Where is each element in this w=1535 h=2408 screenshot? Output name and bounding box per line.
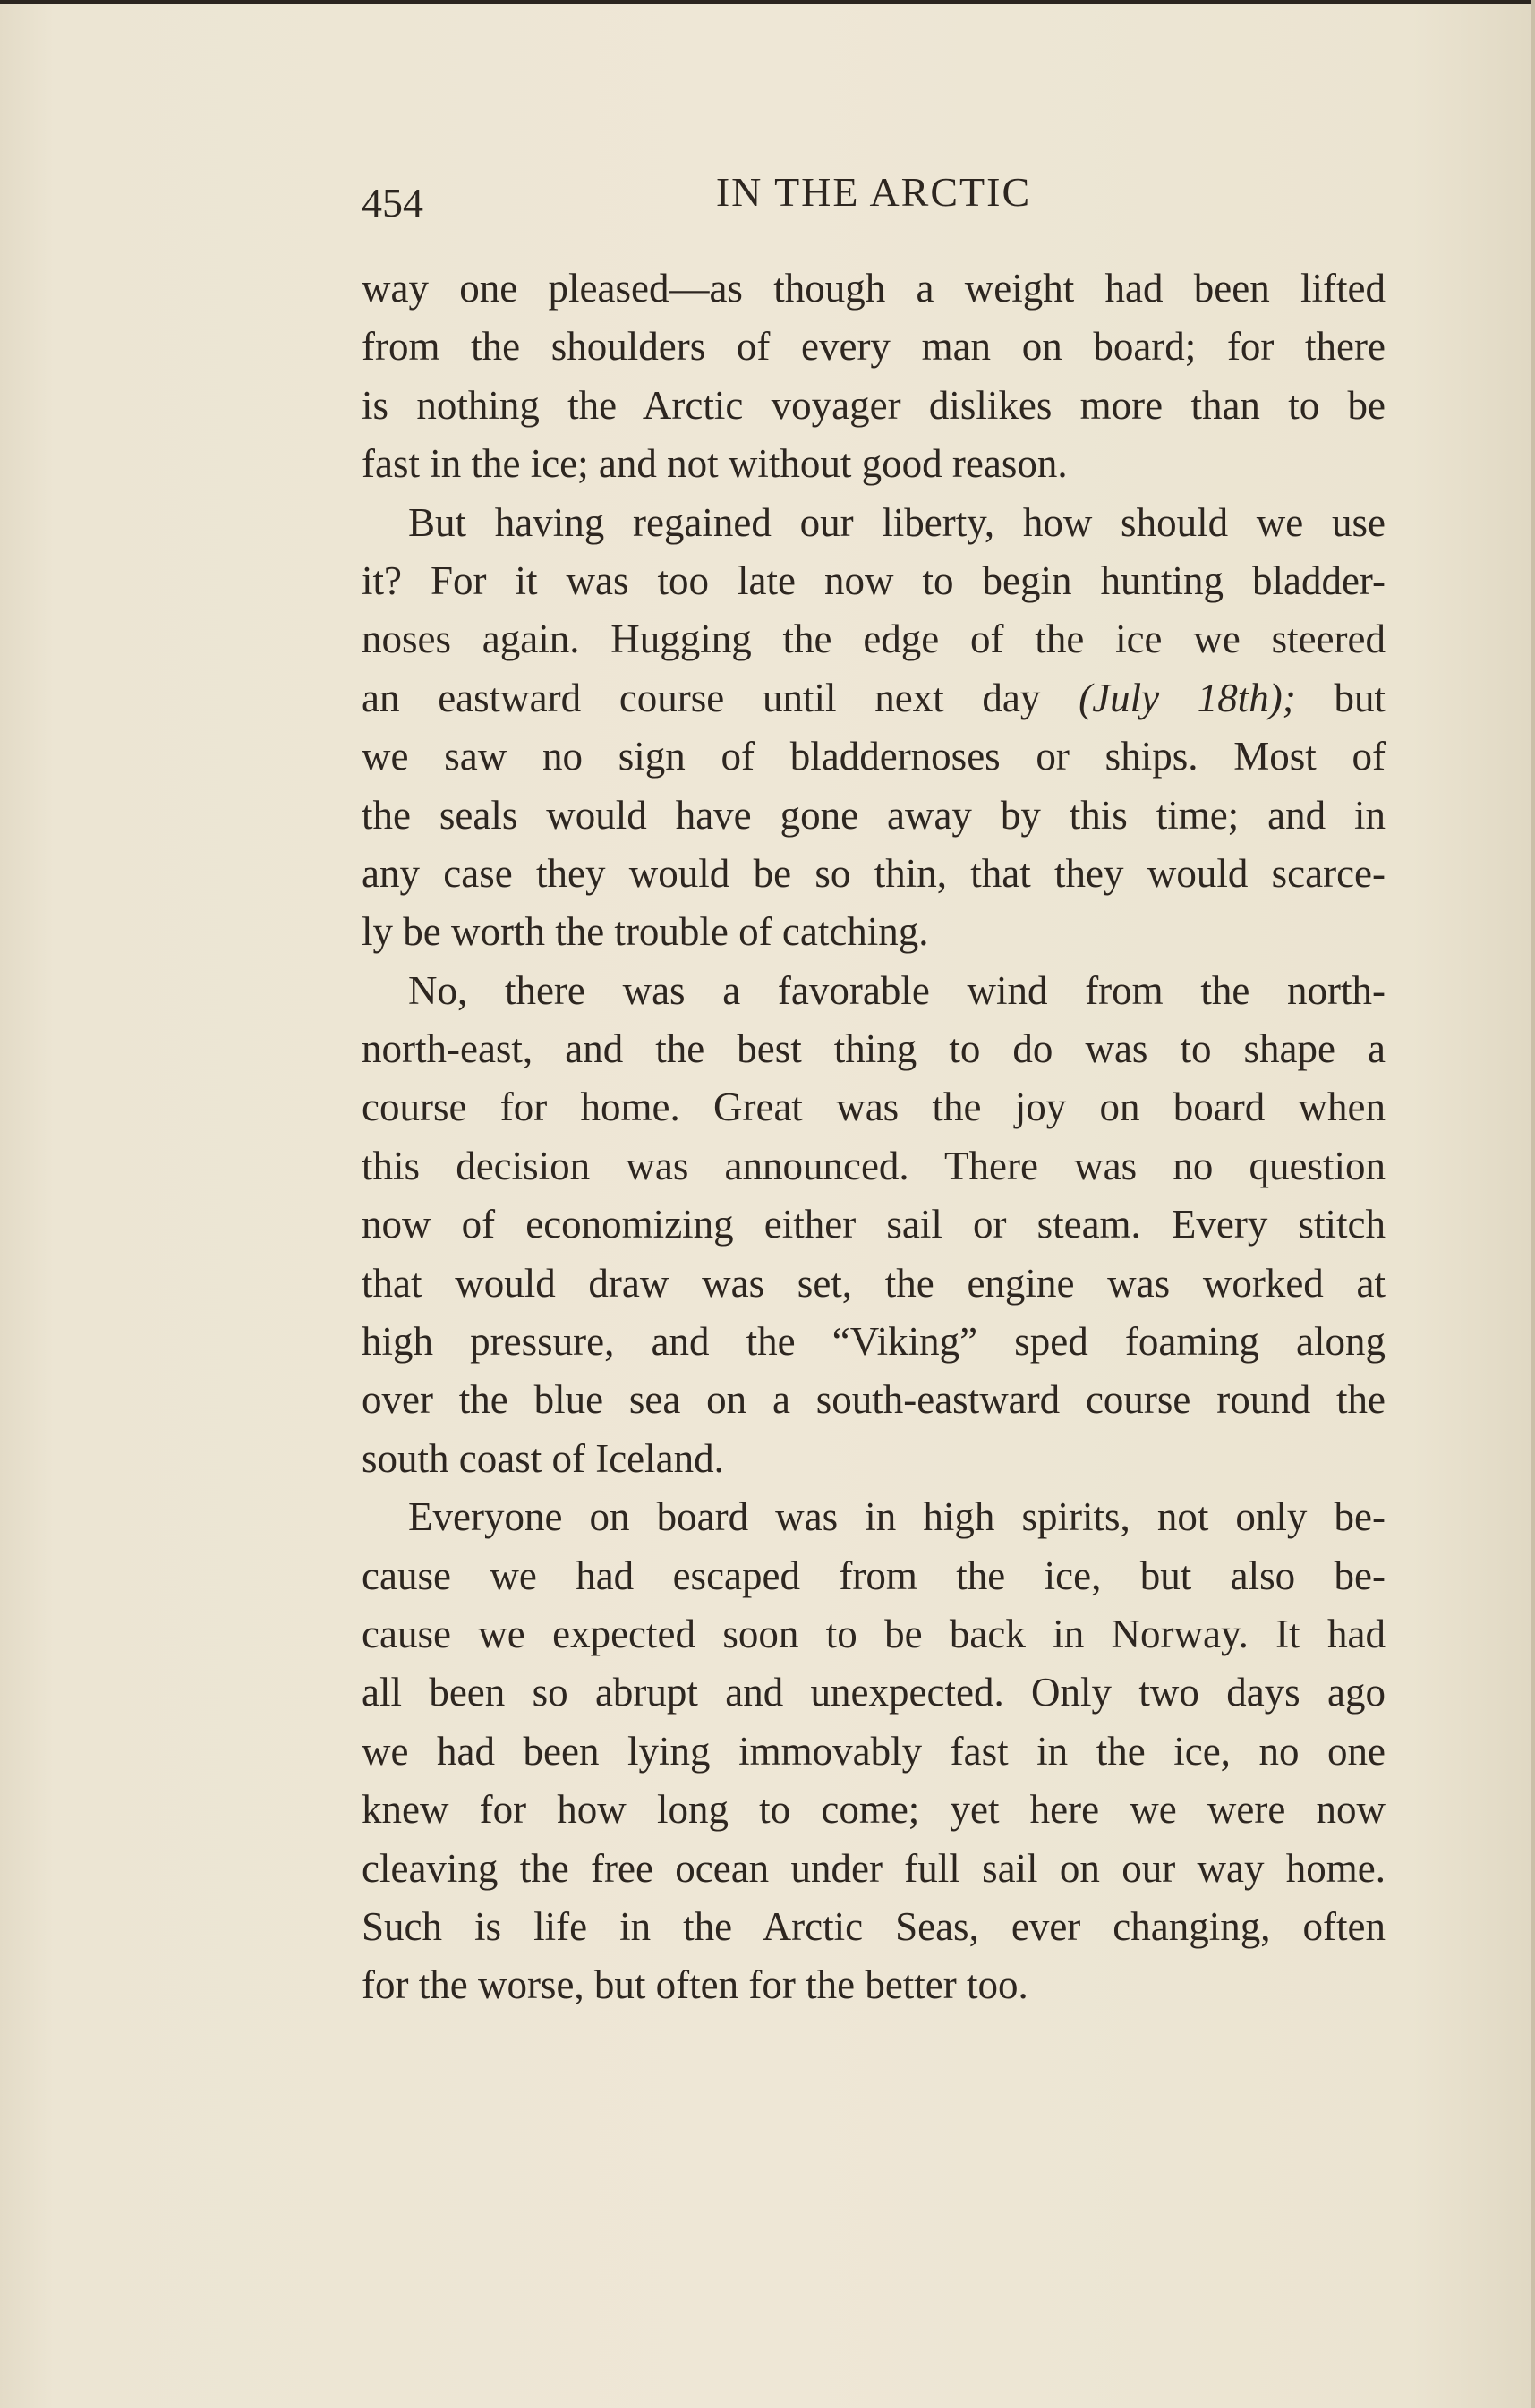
text-segment: way one pleased—as though a weight had been lifted [362,266,1386,311]
text-segment: from the shoulders of every man on board; for there [362,324,1386,370]
text-line [362,1605,1386,1663]
text-line [362,552,1386,610]
paragraph [362,494,1386,962]
text-line [362,1078,1386,1136]
text-line [362,1723,1386,1781]
text-segment: for the worse, but often for the better too. [362,1962,1028,2008]
scan-top-edge [0,0,1535,4]
text-line [362,1663,1386,1722]
text-segment: cause we expected soon to be back in Norway. It had [362,1611,1386,1656]
text-segment: Such is life in the Arctic Seas, ever changing, often [362,1903,1386,1949]
text-segment: it? For it was too late now to begin hunting bladder- [362,557,1386,603]
text-line [362,1781,1386,1839]
text-line [362,1313,1386,1371]
text-segment: that would draw was set, the engine was worked at [362,1260,1386,1306]
paragraph [362,1488,1386,2015]
text-line [362,1547,1386,1605]
text-segment: ly be worth the trouble of catching. [362,909,929,955]
text-line [362,728,1386,786]
text-line [362,1840,1386,1898]
text-segment: course for home. Great was the joy on board when [362,1085,1386,1130]
text-segment: but [1295,675,1386,720]
text-segment: south coast of Iceland. [362,1435,724,1481]
text-line [362,1255,1386,1313]
paragraph [362,962,1386,1489]
text-line [362,1020,1386,1078]
text-segment: Everyone on board was in high spirits, not only be- [408,1494,1386,1540]
text-segment: the seals would have gone away by this time; and in [362,792,1386,838]
date-italic: (July 18th); [1079,675,1296,720]
text-line [362,1430,1386,1488]
text-line [362,260,1386,318]
text-segment: any case they would be so thin, that they would scarce- [362,850,1386,896]
text-line [362,787,1386,845]
text-line [362,1956,1386,2014]
text-segment: high pressure, and the “Viking” sped foaming along [362,1319,1386,1365]
body-text [362,260,1386,2015]
text-segment: cause we had escaped from the ice, but also be- [362,1553,1386,1598]
text-segment: is nothing the Arctic voyager dislikes more than to be [362,382,1386,428]
text-line [362,318,1386,376]
text-line [362,494,1386,552]
text-segment: an eastward course until next day [362,675,1079,720]
paragraph [362,260,1386,494]
text-line [362,1488,1386,1546]
text-segment: now of economizing either sail or steam. Every stitch [362,1202,1386,1247]
text-line [362,610,1386,668]
scan-right-edge [1531,0,1535,2408]
text-line [362,962,1386,1020]
running-head [362,168,1386,227]
text-segment: cleaving the free ocean under full sail on our way home. [362,1845,1386,1891]
page-number: 454 [362,180,423,225]
text-segment: we saw no sign of bladdernoses or ships. Most of [362,734,1386,779]
text-segment: all been so abrupt and unexpected. Only two days ago [362,1670,1386,1715]
running-title: IN THE ARCTIC [715,169,1032,215]
text-line [362,377,1386,435]
text-segment: But having regained our liberty, how should we use [408,499,1386,545]
text-segment: north-east, and the best thing to do was to shape a [362,1026,1386,1072]
text-line [362,435,1386,493]
text-line [362,669,1386,728]
text-segment: this decision was announced. There was no question [362,1143,1386,1188]
text-line [362,903,1386,961]
text-segment: No, there was a favorable wind from the north- [408,967,1386,1013]
text-segment: over the blue sea on a south-eastward course round the [362,1377,1386,1423]
text-segment: knew for how long to come; yet here we were now [362,1787,1386,1833]
text-segment: fast in the ice; and not without good reason. [362,441,1068,487]
text-segment: noses again. Hugging the edge of the ice we steered [362,617,1386,662]
text-line [362,1898,1386,1956]
text-line [362,1195,1386,1254]
text-segment: we had been lying immovably fast in the ice, no one [362,1728,1386,1774]
text-line [362,1137,1386,1195]
text-line [362,845,1386,903]
text-line [362,1371,1386,1429]
